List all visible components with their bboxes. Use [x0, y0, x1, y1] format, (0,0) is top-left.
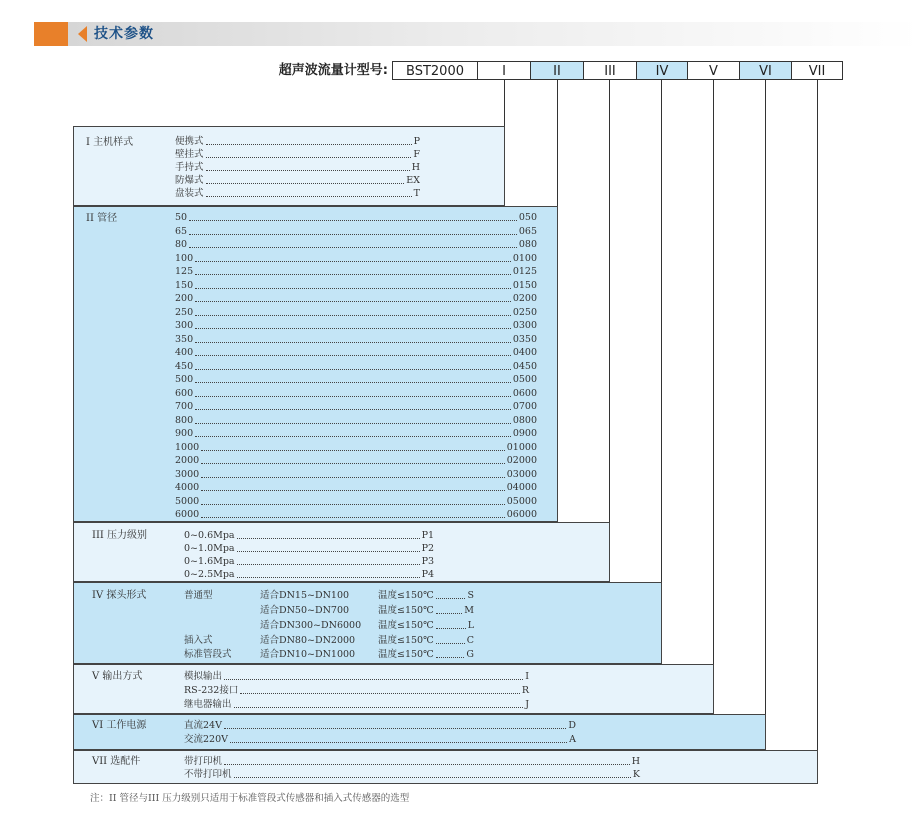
- connector-line-5: [713, 80, 714, 664]
- option-row: 65 065: [175, 225, 537, 237]
- section-power-supply: [73, 714, 766, 750]
- model-base-cell: BST2000: [392, 61, 478, 80]
- option-row: 900 0900: [175, 428, 537, 439]
- section-accessories: [73, 750, 818, 784]
- option-row: 交流220V A: [184, 734, 576, 745]
- probe-range: 适合DN15~DN100: [260, 590, 350, 601]
- option-row: 450 0450: [175, 360, 537, 372]
- section-title: IV 探头形式: [92, 590, 147, 601]
- option-row: 500 0500: [175, 374, 537, 385]
- option-row: 400 0400: [175, 347, 537, 358]
- option-row: 带打印机 H: [184, 756, 640, 767]
- header-accent-block: [34, 22, 68, 46]
- option-row: 2000 02000: [175, 455, 537, 466]
- section-pressure-level: [73, 522, 610, 582]
- option-row: 600 0600: [175, 387, 537, 399]
- option-row: 温度≤150℃ L: [378, 620, 474, 631]
- probe-type-label: 标准管段式: [184, 649, 232, 660]
- option-row: 125 0125: [175, 266, 537, 277]
- probe-range: 适合DN300~DN6000: [260, 620, 362, 631]
- option-row: 温度≤150℃ S: [378, 590, 474, 601]
- section-pipe-diameter: [73, 206, 558, 522]
- model-label: 超声波流量计型号:: [278, 63, 388, 78]
- option-row: 手持式 H: [175, 162, 420, 173]
- probe-range: 适合DN10~DN1000: [260, 649, 356, 660]
- section-probe-type: [73, 582, 662, 664]
- connector-line-1: [504, 80, 505, 126]
- probe-range: 适合DN80~DN2000: [260, 635, 356, 646]
- option-row: 6000 06000: [175, 509, 537, 520]
- left-arrow-icon: [78, 26, 87, 42]
- page-title: 技术参数: [94, 26, 154, 42]
- option-row: 700 0700: [175, 401, 537, 412]
- option-row: 0~1.0Mpa P2: [184, 543, 434, 554]
- probe-type-label: 插入式: [184, 635, 213, 646]
- option-row: 1000 01000: [175, 441, 537, 453]
- section-title: III 压力级别: [92, 530, 148, 541]
- option-row: 3000 03000: [175, 468, 537, 480]
- option-row: 壁挂式 F: [175, 149, 420, 160]
- model-position-3: III: [583, 61, 637, 80]
- section-title: VII 选配件: [92, 756, 141, 767]
- option-row: 温度≤150℃ M: [378, 605, 474, 616]
- section-title: I 主机样式: [86, 137, 134, 148]
- option-row: 0~1.6Mpa P3: [184, 556, 434, 567]
- option-row: 不带打印机 K: [184, 769, 640, 780]
- section-title: V 输出方式: [92, 671, 143, 682]
- option-row: 温度≤150℃ C: [378, 635, 474, 646]
- option-row: 200 0200: [175, 293, 537, 304]
- option-row: 0~2.5Mpa P4: [184, 569, 434, 580]
- section-title: VI 工作电源: [92, 720, 147, 731]
- option-row: 80 080: [175, 239, 537, 250]
- option-row: 模拟输出 I: [184, 671, 529, 682]
- footnote: 注：II 管径与III 压力级别只适用于标准管段式传感器和插入式传感器的选型: [90, 793, 410, 804]
- model-position-5: V: [687, 61, 740, 80]
- option-row: 直流24V D: [184, 720, 576, 731]
- option-row: 150 0150: [175, 279, 537, 291]
- option-row: 盘装式 T: [175, 188, 420, 199]
- model-position-4: IV: [636, 61, 688, 80]
- option-row: 100 0100: [175, 252, 537, 264]
- option-row: 300 0300: [175, 320, 537, 331]
- option-row: RS-232接口 R: [184, 685, 529, 696]
- option-row: 便携式 P: [175, 136, 420, 147]
- option-row: 防爆式 EX: [175, 175, 420, 186]
- probe-range: 适合DN50~DN700: [260, 605, 350, 616]
- model-position-6: VI: [739, 61, 792, 80]
- option-row: 温度≤150℃ G: [378, 649, 474, 660]
- option-row: 50 050: [175, 212, 537, 223]
- option-row: 800 0800: [175, 414, 537, 426]
- option-row: 4000 04000: [175, 482, 537, 493]
- header-bar: [68, 22, 920, 46]
- section-title: II 管径: [86, 213, 118, 224]
- option-row: 0~0.6Mpa P1: [184, 530, 434, 541]
- option-row: 350 0350: [175, 333, 537, 345]
- option-row: 250 0250: [175, 306, 537, 318]
- connector-line-6: [765, 80, 766, 720]
- model-position-7: VII: [791, 61, 843, 80]
- option-row: 继电器输出 J: [184, 699, 529, 710]
- probe-type-label: 普通型: [184, 590, 213, 601]
- connector-line-7: [817, 80, 818, 750]
- section-main-style: [73, 126, 505, 206]
- connector-line-2: [557, 80, 558, 208]
- model-position-2: II: [530, 61, 584, 80]
- model-position-1: I: [477, 61, 531, 80]
- option-row: 5000 05000: [175, 495, 537, 507]
- section-output-mode: [73, 664, 714, 714]
- connector-line-4: [661, 80, 662, 584]
- connector-line-3: [609, 80, 610, 522]
